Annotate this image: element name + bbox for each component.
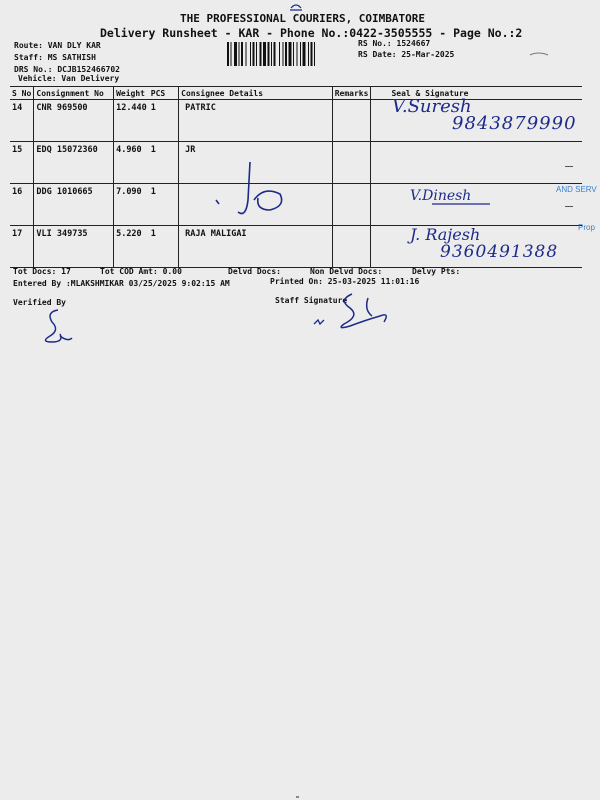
signature-squiggle-row16 bbox=[210, 160, 290, 222]
stamp-text: Prop bbox=[578, 223, 595, 232]
barcode-bar bbox=[253, 42, 255, 66]
cell-remarks bbox=[332, 184, 371, 226]
table-row bbox=[10, 184, 582, 226]
barcode-bar bbox=[274, 42, 276, 66]
tot-cod-amt: Tot COD Amt: 0.00 bbox=[100, 267, 182, 276]
cell-weight: 4.960 bbox=[114, 142, 149, 184]
non-delvd-docs: Non Delvd Docs: bbox=[310, 267, 383, 276]
cell-consignment: VLI 349735 bbox=[34, 226, 114, 268]
barcode-bar bbox=[283, 42, 284, 66]
table-row bbox=[10, 142, 582, 184]
verified-by-label: Verified By bbox=[13, 298, 66, 307]
route-label: Route: VAN DLY KAR bbox=[14, 41, 101, 50]
cell-pcs: 1 bbox=[149, 184, 179, 226]
barcode-bar bbox=[234, 42, 237, 66]
barcode-bar bbox=[285, 42, 287, 66]
faint-mark-icon bbox=[528, 50, 554, 60]
cell-weight: 12.440 bbox=[114, 100, 149, 142]
barcode-bar bbox=[293, 42, 294, 66]
printed-on: Printed On: 25-03-2025 11:01:16 bbox=[270, 277, 420, 286]
barcode-image bbox=[227, 42, 353, 66]
table-header-row bbox=[10, 87, 582, 100]
cell-remarks bbox=[332, 100, 371, 142]
col-header-sno: S No bbox=[10, 87, 34, 100]
barcode-bar bbox=[256, 42, 257, 66]
barcode-bar bbox=[303, 42, 306, 66]
drs-number: DRS No.: DCJB152466702 bbox=[14, 65, 120, 74]
cell-weight: 5.220 bbox=[114, 226, 149, 268]
col-header-consignment: Consignment No bbox=[34, 87, 114, 100]
barcode-bar bbox=[231, 42, 232, 66]
barcode-bar bbox=[297, 42, 298, 66]
barcode-bar bbox=[239, 42, 240, 66]
barcode-bar bbox=[289, 42, 292, 66]
handwritten-signature-row14: V.Suresh bbox=[392, 96, 472, 117]
barcode-bar bbox=[250, 42, 251, 66]
handwritten-signature-row17: J. Rajesh bbox=[410, 225, 481, 244]
handwritten-phone-row17: 9360491388 bbox=[440, 242, 559, 262]
handwritten-phone-row14: 9843879990 bbox=[452, 113, 577, 134]
scan-mark bbox=[296, 796, 299, 798]
barcode-bar bbox=[246, 42, 247, 66]
col-header-weight: Weight bbox=[114, 87, 149, 100]
document-subtitle: Delivery Runsheet - KAR - Phone No.:0422-3505555 - Page No.:2 bbox=[100, 26, 523, 40]
cell-sno: 17 bbox=[10, 226, 34, 268]
cell-remarks bbox=[332, 226, 371, 268]
cell-remarks bbox=[332, 142, 371, 184]
barcode-bar bbox=[263, 42, 266, 66]
cell-consignment: EDQ 15072360 bbox=[34, 142, 114, 184]
col-header-remarks: Remarks bbox=[332, 87, 371, 100]
barcode-bar bbox=[314, 42, 315, 66]
cell-sno: 16 bbox=[10, 184, 34, 226]
rs-number: RS No.: 1524667 bbox=[358, 39, 431, 48]
cell-seal bbox=[371, 142, 582, 184]
handwritten-signature-row16: V.Dinesh bbox=[410, 188, 472, 204]
cell-consignee: RAJA MALIGAI bbox=[179, 226, 333, 268]
cell-pcs: 1 bbox=[149, 226, 179, 268]
cell-pcs: 1 bbox=[149, 100, 179, 142]
barcode-bar bbox=[308, 42, 309, 66]
divider bbox=[565, 206, 573, 207]
strike-line bbox=[432, 200, 492, 208]
cell-consignment: CNR 969500 bbox=[34, 100, 114, 142]
cell-consignment: DDG 1010665 bbox=[34, 184, 114, 226]
barcode-bar bbox=[260, 42, 262, 66]
barcode-bar bbox=[311, 42, 313, 66]
barcode-bar bbox=[279, 42, 280, 66]
cell-pcs: 1 bbox=[149, 142, 179, 184]
delvd-docs: Delvd Docs: bbox=[228, 267, 281, 276]
document-title: THE PROFESSIONAL COURIERS, COIMBATORE bbox=[180, 12, 426, 25]
barcode-bar bbox=[227, 42, 229, 66]
top-mark-icon bbox=[288, 2, 304, 12]
cell-consignee: PATRIC bbox=[179, 100, 333, 142]
tot-docs: Tot Docs: 17 bbox=[13, 267, 71, 276]
entered-by: Entered By :MLAKSHMIKAR 03/25/2025 9:02:15 AM bbox=[13, 279, 230, 288]
col-header-consignee: Consignee Details bbox=[179, 87, 333, 100]
staff-label: Staff: MS SATHISH bbox=[14, 53, 96, 62]
rs-date: RS Date: 25-Mar-2025 bbox=[358, 50, 455, 59]
barcode-bar bbox=[241, 42, 243, 66]
cell-sno: 14 bbox=[10, 100, 34, 142]
col-header-pcs: PCS bbox=[149, 87, 179, 100]
barcode-bar bbox=[268, 42, 270, 66]
stamp-text: AND SERV bbox=[556, 185, 597, 194]
cell-weight: 7.090 bbox=[114, 184, 149, 226]
staff-signature-label: Staff Signature bbox=[275, 296, 348, 305]
divider bbox=[565, 166, 573, 167]
barcode-bar bbox=[271, 42, 272, 66]
vehicle-label: Vehicle: Van Delivery bbox=[18, 74, 120, 83]
delvy-pts: Delvy Pts: bbox=[412, 267, 461, 276]
barcode-bar bbox=[300, 42, 301, 66]
cell-consignee: JR bbox=[179, 142, 333, 184]
col-header-seal: Seal & Signature bbox=[371, 87, 582, 100]
staff-signature-image bbox=[310, 290, 394, 332]
cell-sno: 15 bbox=[10, 142, 34, 184]
verified-signature-image bbox=[38, 306, 78, 346]
